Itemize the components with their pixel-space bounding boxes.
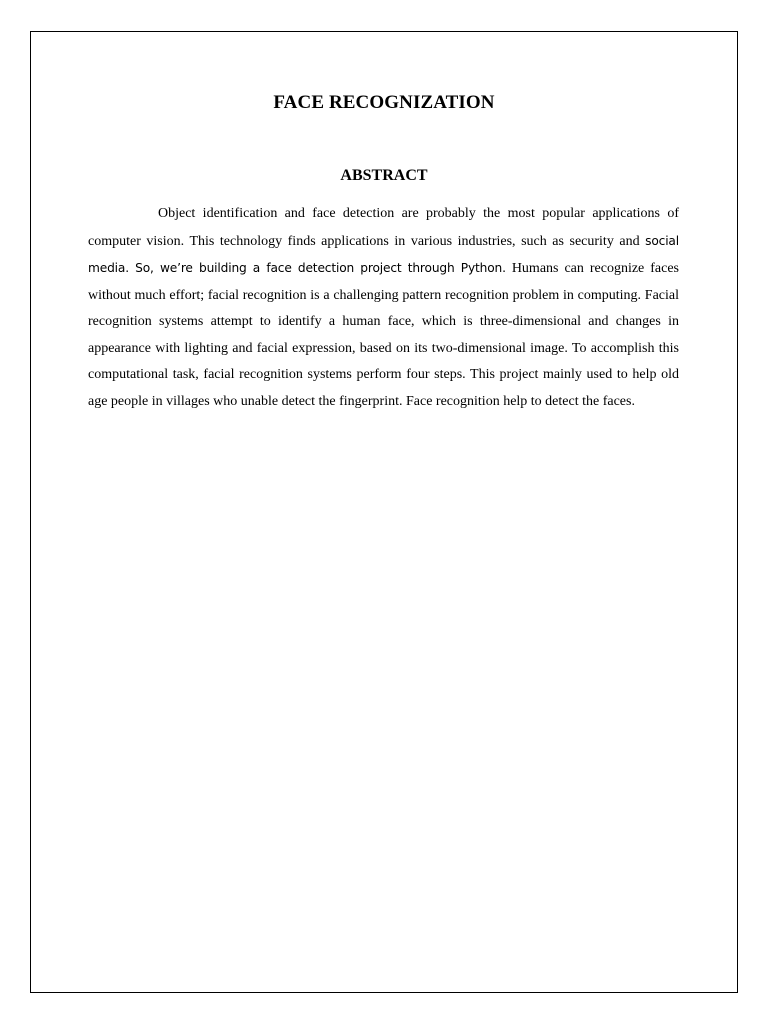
abstract-text-part-2: social media. So, we’re building a face detection project through Python. xyxy=(88,233,679,275)
abstract-text-part-1: Object identification and face detection are probably the most popular applications of computer vision. This technology finds applications in various industries, such as security and xyxy=(88,206,679,249)
document-title: FACE RECOGNIZATION xyxy=(273,92,495,113)
abstract-text-part-3: Humans can recognize faces without much effort; facial recognition is a challenging pattern recognition problem in computing. Facial recognition systems attempt to identify a human face, which is three-dimensional and changes in appearance with lighting and facial expression, based on its two-dimensional image. To accomplish this computational task, facial recognition systems perform four steps. This project mainly used to help old age people in villages who unable detect the fingerprint. Face recognition help to detect the faces. xyxy=(88,261,679,409)
abstract-heading: ABSTRACT xyxy=(340,167,428,184)
abstract-paragraph xyxy=(88,201,679,415)
